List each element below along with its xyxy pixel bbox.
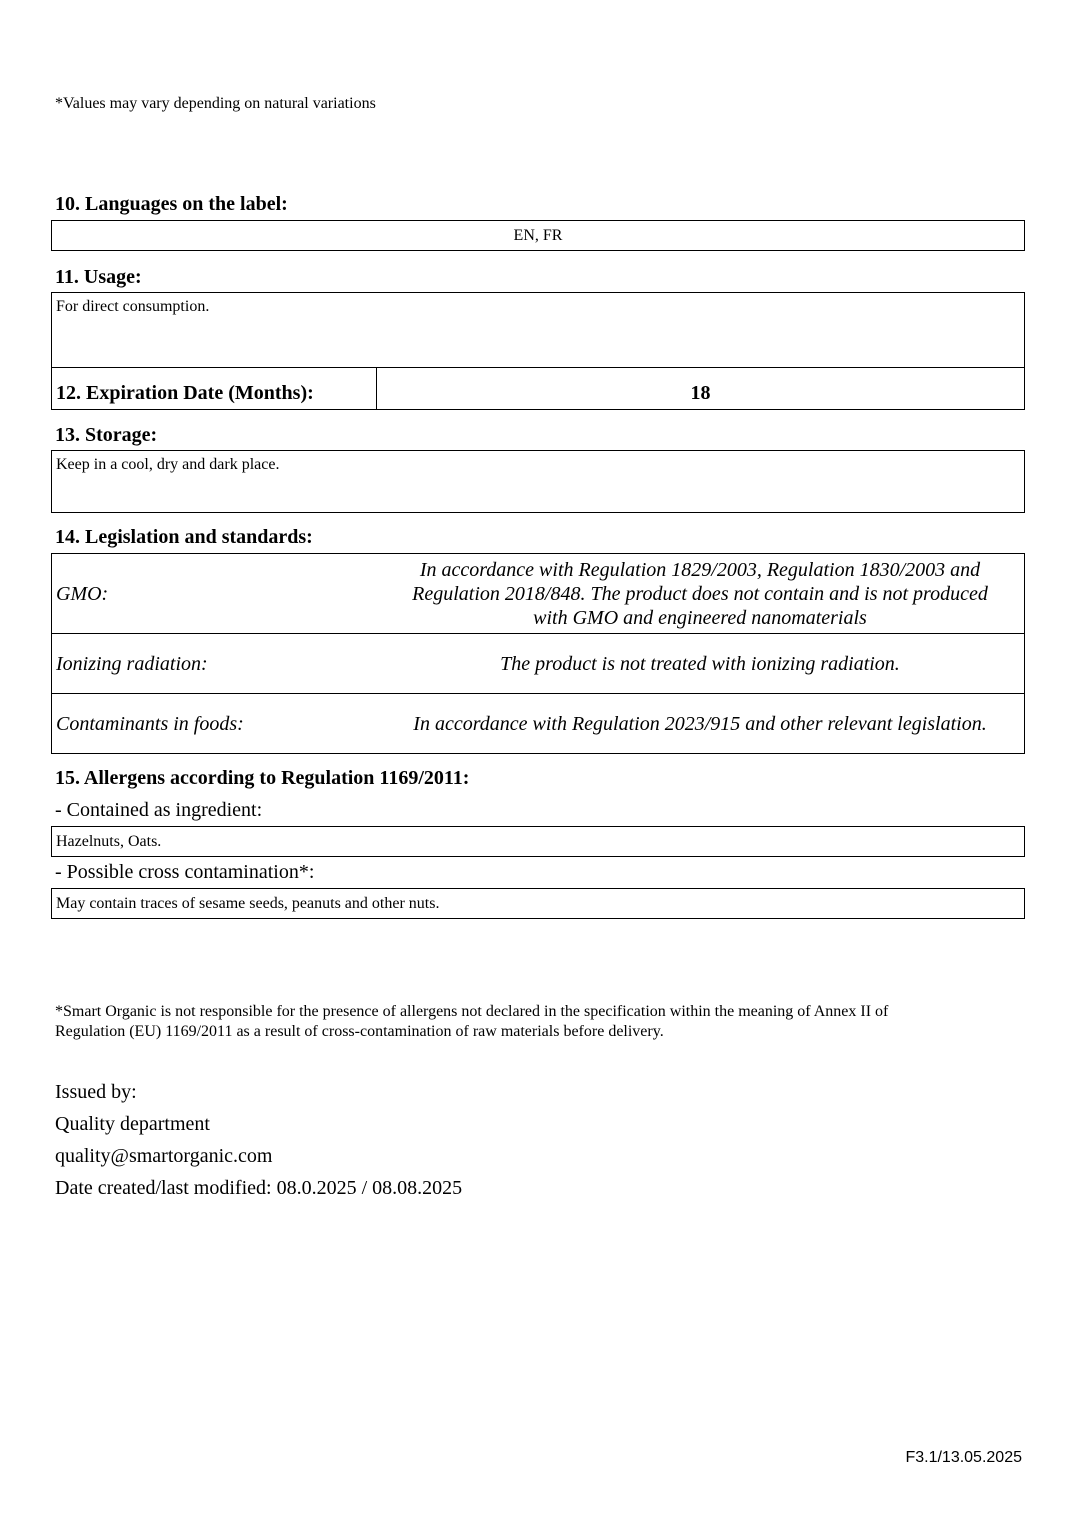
storage-box bbox=[51, 450, 1025, 513]
gmo-value-line: In accordance with Regulation 1829/2003, Regulation 1830/2003 and bbox=[419, 559, 981, 581]
languages-heading: 10. Languages on the label: bbox=[55, 193, 288, 215]
values-note: *Values may vary depending on natural variations bbox=[55, 95, 376, 112]
storage-heading: 13. Storage: bbox=[55, 424, 158, 446]
languages-value: EN, FR bbox=[513, 227, 563, 244]
issued-dates: Date created/last modified: 08.0.2025 / 08.08.2025 bbox=[55, 1177, 463, 1199]
ingredient-box bbox=[51, 826, 1025, 857]
cross-contamination-box bbox=[51, 888, 1025, 919]
contaminants-value: In accordance with Regulation 2023/915 and other relevant legislation. bbox=[413, 713, 987, 735]
usage-box bbox=[51, 292, 1025, 368]
ingredient-value: Hazelnuts, Oats. bbox=[56, 833, 162, 850]
gmo-label: GMO: bbox=[56, 583, 109, 605]
legislation-row-divider bbox=[52, 633, 1024, 634]
storage-value: Keep in a cool, dry and dark place. bbox=[56, 456, 280, 473]
disclaimer-line: Regulation (EU) 1169/2011 as a result of cross-contamination of raw materials before delivery. bbox=[55, 1023, 664, 1040]
expiration-value: 18 bbox=[690, 382, 711, 404]
cross-contamination-label: - Possible cross contamination*: bbox=[55, 861, 315, 883]
gmo-value-line: with GMO and engineered nanomaterials bbox=[533, 607, 867, 629]
legislation-row-divider bbox=[52, 693, 1024, 694]
cross-contamination-value: May contain traces of sesame seeds, peanuts and other nuts. bbox=[56, 895, 440, 912]
expiration-box bbox=[51, 367, 1025, 410]
gmo-value-line: Regulation 2018/848. The product does not contain and is not produced bbox=[412, 583, 988, 605]
disclaimer-line: *Smart Organic is not responsible for the presence of allergens not declared in the specification within the meaning of Annex II of bbox=[55, 1003, 889, 1020]
issued-department: Quality department bbox=[55, 1113, 210, 1135]
legislation-table bbox=[51, 553, 1025, 754]
allergens-heading: 15. Allergens according to Regulation 1169/2011: bbox=[55, 767, 470, 789]
issued-email[interactable]: quality@smartorganic.com bbox=[55, 1145, 273, 1167]
usage-heading: 11. Usage: bbox=[55, 266, 142, 288]
expiration-label: 12. Expiration Date (Months): bbox=[56, 382, 314, 404]
ionizing-label: Ionizing radiation: bbox=[56, 653, 208, 675]
languages-box bbox=[51, 220, 1025, 251]
form-code: F3.1/13.05.2025 bbox=[905, 1449, 1022, 1466]
contaminants-label: Contaminants in foods: bbox=[56, 713, 244, 735]
ionizing-value: The product is not treated with ionizing radiation. bbox=[500, 653, 900, 675]
legislation-heading: 14. Legislation and standards: bbox=[55, 526, 313, 548]
issued-block bbox=[55, 1076, 462, 1204]
ingredient-label: - Contained as ingredient: bbox=[55, 799, 263, 821]
gmo-value bbox=[372, 558, 1028, 630]
issued-label: Issued by: bbox=[55, 1081, 137, 1103]
usage-value: For direct consumption. bbox=[56, 298, 210, 315]
allergen-disclaimer bbox=[55, 1002, 888, 1042]
